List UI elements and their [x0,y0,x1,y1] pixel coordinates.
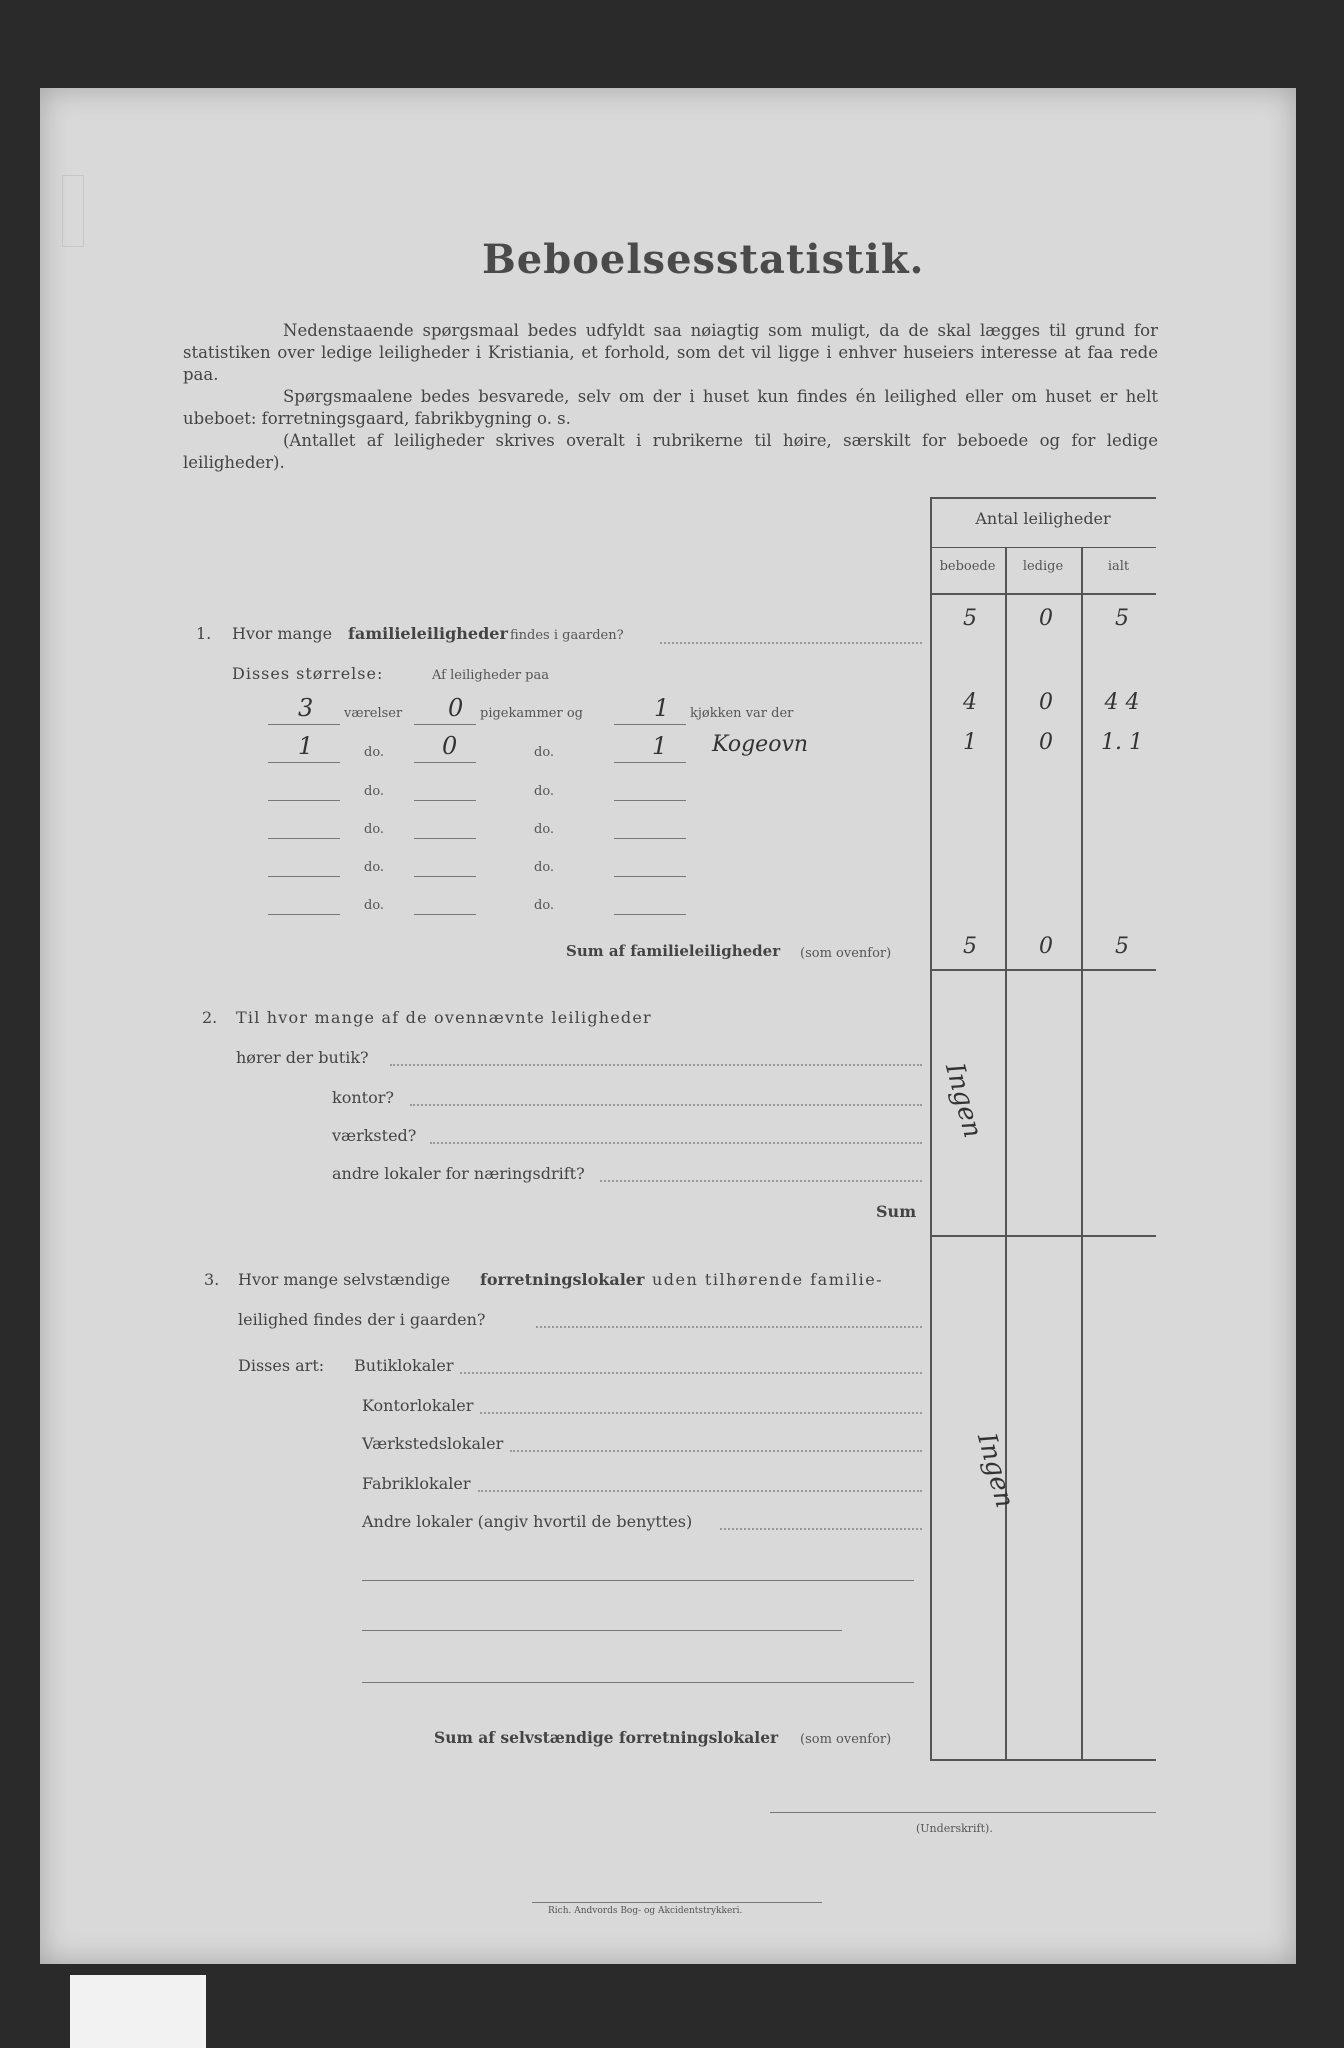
q1-sum-ialt: 5 [1115,934,1129,959]
label-pigekammer: pigekammer og [480,706,583,721]
row2-ialt: 1. 1 [1101,730,1143,755]
q3-line2: leilighed findes der i gaarden? [238,1310,486,1329]
q3-line1-b: forretningslokaler [480,1270,645,1289]
col-ialt: ialt [1107,559,1130,574]
leader-dots [720,1528,922,1530]
blank-kitchen [614,762,686,763]
q3-item-kontor: Kontorlokaler [362,1396,474,1415]
signature-line [770,1812,1156,1813]
label-do: do. [534,784,555,799]
blank-line [268,800,340,801]
q2-number: 2. [202,1008,218,1027]
label-do: do. [534,822,555,837]
blank-rooms [268,724,340,725]
blank-line [362,1682,914,1683]
label-do: do. [364,860,385,875]
q3-number: 3. [204,1270,220,1289]
q1-sizes-sub: Af leiligheder paa [432,668,549,683]
table-top-rule [930,497,1156,499]
intro-paragraph-3: (Antallet af leiligheder skrives overalt i rubrikerne til høire, særskilt for beboede og for ledige leiligheder). [183,431,1158,472]
blank-line [614,914,686,915]
q1-text-a: Hvor mange [232,624,333,643]
table-col-rule-1 [1005,547,1007,1761]
leader-dots [536,1326,922,1328]
label-do: do. [364,784,385,799]
leader-dots [430,1142,922,1144]
leader-dots [390,1064,922,1066]
blank-line [414,800,476,801]
q3-art-label: Disses art: [238,1356,325,1375]
blank-maid [414,724,476,725]
q1-val-beboede: 5 [963,606,977,631]
q3-line1-a: Hvor mange selvstændige [238,1270,451,1289]
margin-stamp [62,175,84,247]
table-header-bottom-rule [930,593,1156,595]
blank-line [614,876,686,877]
blank-line [614,838,686,839]
q1-sum-label: Sum af familieleiligheder [566,942,781,960]
blank-maid [414,762,476,763]
printer-imprint: Rich. Andvords Bog- og Akcidentstrykkeri. [548,1906,743,1916]
col-ledige: ledige [1022,559,1064,574]
q1-sum-rest: (som ovenfor) [800,946,892,961]
row1-maid: 0 [448,694,464,722]
table-header-rule [930,547,1156,548]
q1-text-c: findes i gaarden? [510,628,624,643]
row2-kitchen: 1 [652,732,668,760]
blank-line [414,914,476,915]
q3-item-butik: Butiklokaler [354,1356,454,1375]
row2-note: Kogeovn [712,732,809,757]
q1-sum-beboede: 5 [963,934,977,959]
row1-kitchen: 1 [654,694,670,722]
table-header-group: Antal leiligheder [975,509,1111,528]
row1-beboede: 4 [963,690,977,715]
blank-line [362,1630,842,1631]
form-title: Beboelsesstatistik. [482,236,925,283]
q2-line1: Til hvor mange af de ovennævnte leiligheder [236,1008,652,1027]
row1-rooms: 3 [298,694,314,722]
q3-sum-rest: (som ovenfor) [800,1732,892,1747]
q3-line1-c: uden tilhørende familie- [652,1270,884,1289]
leader-dots [600,1180,922,1182]
intro-paragraph-1: Nedenstaaende spørgsmaal bedes udfyldt saa nøiagtig som muligt, da de skal lægges til grund for statistiken over ledige leiligheder i Kristiania, et forhold, som det vil ligge i enhver huseiers interesse at faa rede paa. [183,321,1158,384]
row2-ledige: 0 [1039,730,1053,755]
intro-paragraph-2: Spørgsmaalene bedes besvarede, selv om der i huset kun findes én leilighed eller om huset er helt ubeboet: forretningsgaard, fabrikbygning o. s. [183,387,1158,428]
label-do: do. [364,745,385,760]
sum1-rule [930,969,1156,971]
row1-ledige: 0 [1039,690,1053,715]
blank-line [414,838,476,839]
label-do: do. [534,860,555,875]
row2-beboede: 1 [963,730,977,755]
blank-rooms [268,762,340,763]
label-vaerelser: værelser [344,706,403,721]
blank-kitchen [614,724,686,725]
q2-item-andre: andre lokaler for næringsdrift? [332,1164,585,1183]
q1-val-ledige: 0 [1039,606,1053,631]
blank-line [268,876,340,877]
leader-dots [478,1490,922,1492]
leader-dots [660,642,922,644]
q2-line2: hører der butik? [236,1048,369,1067]
sum3-rule [930,1759,1156,1761]
printer-rule [532,1902,822,1903]
intro-text [183,320,1158,474]
row1-ialt: 4 4 [1104,690,1140,715]
label-do: do. [364,822,385,837]
label-do: do. [534,898,555,913]
q2-item-kontor: kontor? [332,1088,394,1107]
leader-dots [410,1104,922,1106]
table-left-rule [930,497,932,1761]
q3-sum-label: Sum af selvstændige forretningslokaler [434,1728,779,1747]
q2-sum: Sum [876,1202,917,1221]
sum2-rule [930,1235,1156,1237]
label-do: do. [534,745,555,760]
table-col-rule-2 [1081,547,1083,1761]
q1-val-ialt: 5 [1115,606,1129,631]
q1-text-b: familieleiligheder [348,624,508,643]
row2-maid: 0 [442,732,458,760]
col-beboede: beboede [939,559,996,574]
leader-dots [460,1372,922,1374]
q3-item-andre: Andre lokaler (angiv hvortil de benyttes) [362,1512,693,1531]
q3-item-vaerksted: Værkstedslokaler [362,1434,504,1453]
q1-sizes-label: Disses størrelse: [232,664,384,683]
q3-handwritten: Ingen [971,1430,1020,1511]
blank-line [414,876,476,877]
leader-dots [480,1412,922,1414]
label-do: do. [364,898,385,913]
label-kjokken: kjøkken var der [690,706,794,721]
signature-label: (Underskrift). [916,1822,993,1835]
q1-sum-ledige: 0 [1039,934,1053,959]
blank-line [268,838,340,839]
blank-line [614,800,686,801]
scan-glare [70,1975,206,2048]
q1-number: 1. [196,624,212,643]
q2-handwritten: Ingen [939,1060,988,1141]
blank-line [268,914,340,915]
q3-item-fabrik: Fabriklokaler [362,1474,471,1493]
blank-line [362,1580,914,1581]
q2-item-vaerksted: værksted? [332,1126,417,1145]
leader-dots [510,1450,922,1452]
row2-rooms: 1 [298,732,314,760]
